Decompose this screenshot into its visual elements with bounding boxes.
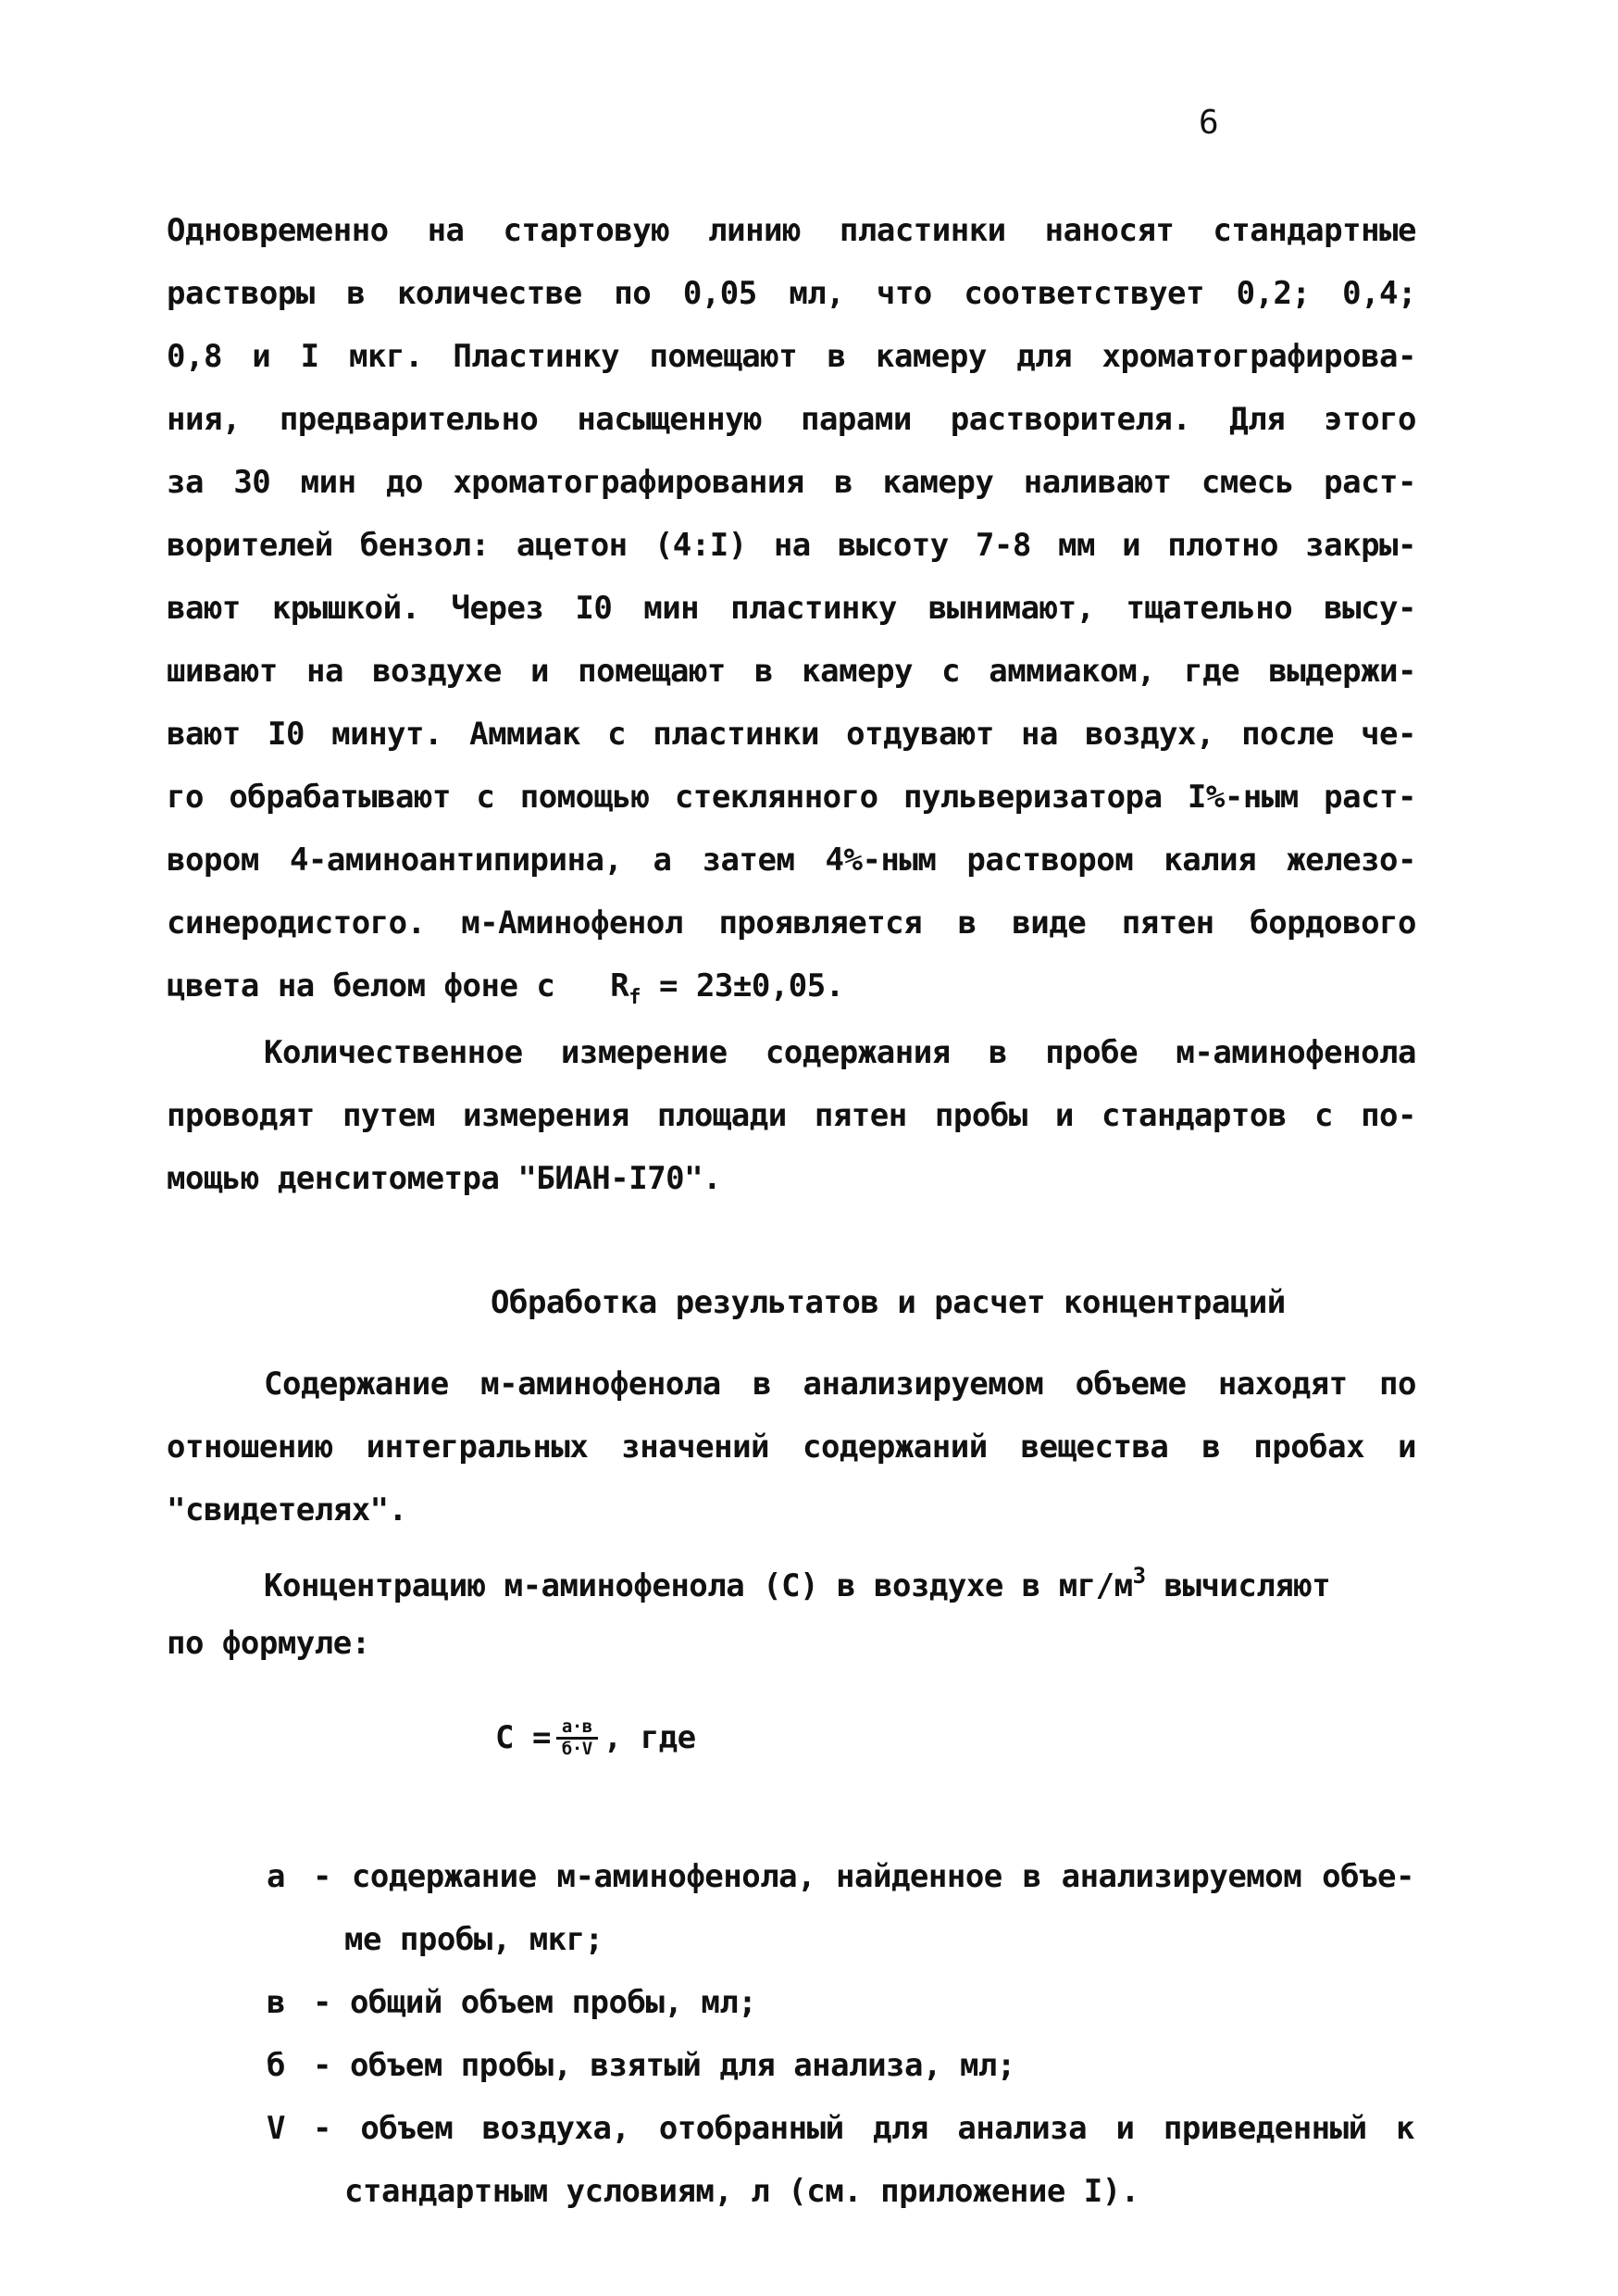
definition-symbol: в xyxy=(267,1984,285,2021)
paragraph1-line: Одновременно на стартовую линию пластинки наносят стандартные xyxy=(167,212,1416,249)
paragraph2-line: проводят путем измерения площади пятен пробы и стандартов с по- xyxy=(167,1097,1416,1134)
paragraph1-last-line xyxy=(167,967,844,1009)
paragraph3-line: "свидетелях". xyxy=(167,1491,407,1529)
paragraph1-line: вают крышкой. Через I0 мин пластинку вынимают, тщательно высу- xyxy=(167,590,1416,627)
rf-value: = 23±0,05. xyxy=(659,967,844,1004)
paragraph2-line: Количественное измерение содержания в пробе м-аминофенола xyxy=(264,1034,1416,1071)
definition-continuation: ме пробы, мкг; xyxy=(344,1921,604,1958)
definition-text: - объем пробы, взятый для анализа, мл; xyxy=(313,2047,1015,2084)
paragraph1-line: растворы в количестве по 0,05 мл, что соответствует 0,2; 0,4; xyxy=(167,275,1416,312)
definition-text: - содержание м-аминофенола, найденное в анализируемом объе- xyxy=(313,1858,1414,1895)
formula-suffix: , где xyxy=(603,1719,696,1757)
formula-lhs: С = xyxy=(495,1719,551,1757)
rf-prefix-text: цвета на белом фоне с xyxy=(167,967,555,1004)
paragraph1-line: синеродистого. м-Аминофенол проявляется в виде пятен бордового xyxy=(167,905,1416,942)
paragraph1-line: 0,8 и I мкг. Пластинку помещают в камеру для хроматографирова- xyxy=(167,338,1416,375)
concentration-text: Концентрацию м-аминофенола (С) в воздухе в мг/м xyxy=(264,1567,1133,1604)
definition-symbol: б xyxy=(267,2047,285,2084)
definition-symbol: V xyxy=(267,2110,285,2147)
paragraph3-line: Содержание м-аминофенола в анализируемом объеме находят по xyxy=(264,1366,1416,1403)
calculate-word: вычисляют xyxy=(1164,1567,1331,1604)
rf-subscript: f xyxy=(629,986,641,1009)
formula-denominator: б·V xyxy=(561,1738,592,1759)
paragraph1-line: ворителей бензол: ацетон (4:I) на высоту 7-8 мм и плотно закры- xyxy=(167,527,1416,564)
paragraph2-line: мощью денситометра "БИАН-I70". xyxy=(167,1160,722,1197)
paragraph1-line: вором 4-аминоантипирина, а затем 4%-ным раствором калия железо- xyxy=(167,842,1416,879)
cubic-superscript: 3 xyxy=(1132,1563,1146,1589)
section-heading: Обработка результатов и расчет концентраций xyxy=(491,1284,1286,1321)
paragraph1-line: го обрабатывают с помощью стеклянного пульверизатора I%-ным раст- xyxy=(167,779,1416,816)
definition-text: - объем воздуха, отобранный для анализа и приведенный к xyxy=(313,2110,1414,2147)
paragraph1-line: шивают на воздухе и помещают в камеру с аммиаком, где выдержи- xyxy=(167,653,1416,690)
formula-numerator: а·в xyxy=(556,1717,598,1740)
rf-symbol: R xyxy=(610,967,629,1004)
paragraph1-line: вают I0 минут. Аммиак с пластинки отдувают на воздух, после че- xyxy=(167,716,1416,753)
definition-symbol: а xyxy=(267,1858,285,1895)
paragraph1-line: за 30 мин до хроматографирования в камеру наливают смесь раст- xyxy=(167,464,1416,501)
paragraph1-line: ния, предварительно насыщенную парами растворителя. Для этого xyxy=(167,401,1416,438)
concentration-formula xyxy=(495,1717,696,1759)
paragraph4-line1 xyxy=(264,1565,1330,1602)
page-number: 6 xyxy=(1199,104,1219,142)
definition-text: - общий объем пробы, мл; xyxy=(313,1984,757,2021)
formula-fraction xyxy=(556,1717,598,1759)
paragraph4-line2: по формуле: xyxy=(167,1625,370,1662)
definition-continuation: стандартным условиям, л (см. приложение I). xyxy=(344,2173,1139,2210)
paragraph3-line: отношению интегральных значений содержаний вещества в пробах и xyxy=(167,1429,1416,1466)
